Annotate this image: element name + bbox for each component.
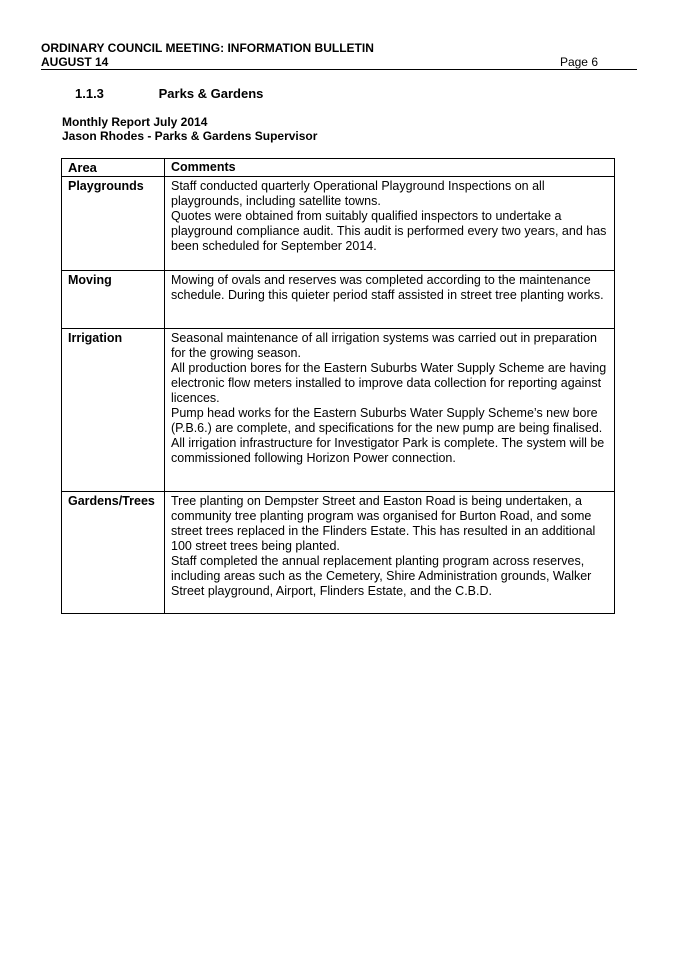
comment-line: Seasonal maintenance of all irrigation systems was carried out in preparation for the growing season.	[171, 331, 597, 360]
parks-gardens-table	[61, 158, 615, 614]
area-cell-gardens-trees: Gardens/Trees	[62, 492, 165, 614]
comment-line: Pump head works for the Eastern Suburbs Water Supply Scheme’s new bore (P.B.6.) are complete, and specifications for the new pump are being finalised.	[171, 406, 603, 435]
comment-line: All production bores for the Eastern Suburbs Water Supply Scheme are having electronic flow meters installed to improve data collection for reporting against licences.	[171, 361, 607, 405]
comment-line: Mowing of ovals and reserves was completed according to the maintenance schedule. During this quieter period staff assisted in street tree planting works.	[171, 273, 604, 302]
comment-line: Tree planting on Dempster Street and Easton Road is being undertaken, a community tree planting program was organised for Burton Road, and some street trees replaced in the Flinders Estate. This has resulted in an additional 100 street trees being planted.	[171, 494, 596, 553]
comment-line: Quotes were obtained from suitably qualified inspectors to undertake a playground compliance audit. This audit is performed every two years, and has been scheduled for September 2014.	[171, 209, 607, 253]
report-author: Jason Rhodes - Parks & Gardens Supervisor	[62, 129, 318, 143]
comments-cell-gardens-trees	[165, 492, 615, 614]
comment-line: Staff completed the annual replacement planting program across reserves, including areas such as the Cemetery, Shire Administration grounds, Walker Street playground, Airport, Flinders Estate, and the C.B.D.	[171, 554, 592, 598]
section-title: Parks & Gardens	[158, 86, 264, 101]
comments-cell-irrigation	[165, 329, 615, 492]
page-number: Page 6	[559, 55, 598, 69]
bulletin-title: ORDINARY COUNCIL MEETING: INFORMATION BULLETIN	[41, 41, 374, 55]
table-header-row	[62, 159, 615, 177]
comments-column-header: Comments	[165, 159, 615, 177]
section-number: 1.1.3	[75, 86, 104, 101]
section-heading	[75, 86, 263, 101]
comments-cell-playgrounds	[165, 177, 615, 271]
table-row	[62, 271, 615, 329]
bulletin-date: AUGUST 14	[41, 55, 109, 69]
report-title: Monthly Report July 2014	[62, 115, 208, 129]
report-meta	[62, 115, 317, 143]
comment-line: All irrigation infrastructure for Investigator Park is complete. The system will be commissioned following Horizon Power connection.	[171, 436, 605, 465]
table-row	[62, 177, 615, 271]
table-row	[62, 492, 615, 614]
area-cell-moving: Moving	[62, 271, 165, 329]
header-meta-line	[41, 55, 598, 69]
header-divider	[41, 69, 637, 70]
comments-cell-moving	[165, 271, 615, 329]
area-column-header: Area	[62, 159, 165, 177]
area-cell-irrigation: Irrigation	[62, 329, 165, 492]
comment-line: Staff conducted quarterly Operational Playground Inspections on all playgrounds, including satellite towns.	[171, 179, 545, 208]
table-row	[62, 329, 615, 492]
area-cell-playgrounds: Playgrounds	[62, 177, 165, 271]
